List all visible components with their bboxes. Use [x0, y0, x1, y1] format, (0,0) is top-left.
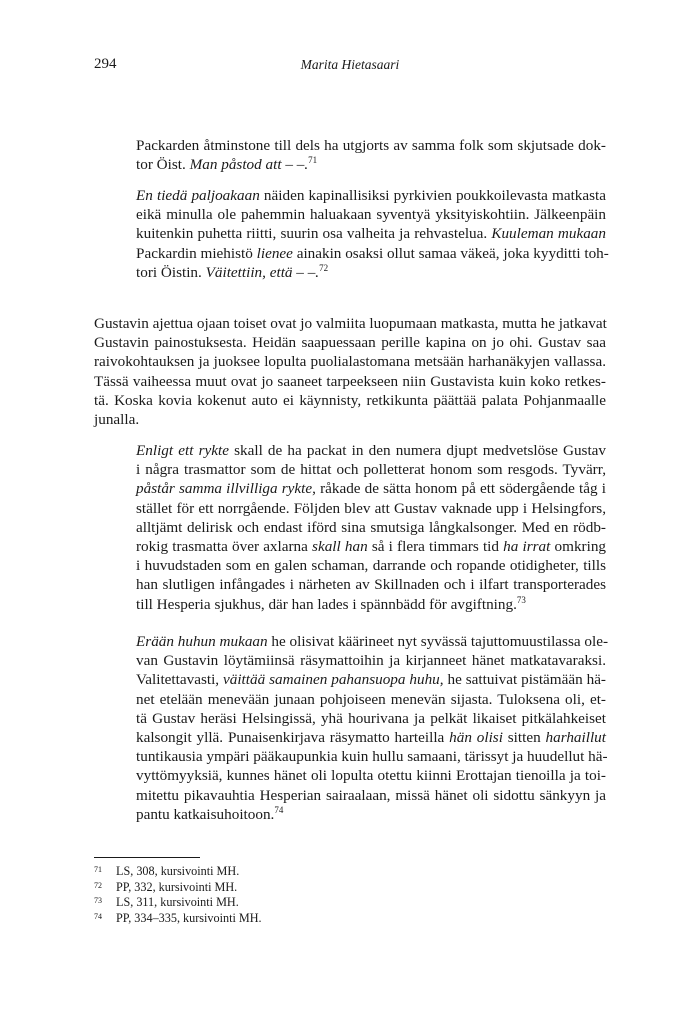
- footnote-text: LS, 308, kursivointi MH.: [116, 864, 240, 878]
- text-run: så i flera timmars tid: [367, 538, 504, 556]
- italic-text: hän olisi: [449, 729, 503, 747]
- text-run: sitten: [502, 729, 546, 747]
- page-header: [94, 56, 606, 76]
- footnote-number: 74: [94, 911, 102, 921]
- italic-text: En tiedä paljoakaan: [136, 187, 260, 204]
- text-run: pantu katkaisuhoitoon.: [136, 805, 275, 823]
- text-run: Gustavin painostuksesta. Heidän saapuessaan perille kapina on jo ohi. Gustav saa: [94, 334, 606, 352]
- quote-block: [136, 136, 606, 174]
- italic-text: Erään huhun mukaan: [136, 633, 268, 650]
- text-run: stället för ett norrgående. Följden blev att Gustav vaknade upp i Helsingfors,: [136, 499, 606, 517]
- text-run: tuntikausia ympäri pääkaupunkia kuin hullu samaani, tärissyt ja huudellut hä-: [136, 748, 608, 766]
- text-run: i huvudstaden som en galen schaman, darrande och ropande otidigheter, tills: [136, 557, 606, 575]
- text-run: i några trasmattor som de hittat och polletterat honom som resgods. Tyvärr,: [136, 461, 606, 479]
- text-run: tori Öistin.: [136, 263, 206, 281]
- text-line: [136, 499, 606, 518]
- text-line: [136, 651, 606, 670]
- text-run: net etelään menevään junaan pohjoiseen menevän sijasta. Tuloksena oli, et-: [136, 690, 606, 708]
- text-line: [136, 479, 606, 498]
- text-run: van Gustavin löytämiinsä räsymattoihin ja kirjanneet hänet matkatavaraksi.: [136, 652, 606, 670]
- text-line: [136, 244, 609, 263]
- text-run: Packardin miehistö: [136, 244, 257, 262]
- footnote-number: 72: [94, 880, 102, 890]
- text-line: [94, 391, 606, 410]
- text-run: tor Öist.: [136, 156, 190, 174]
- text-line: [94, 333, 606, 352]
- text-run: Gustavin ajettua ojaan toiset ovat jo valmiita luopumaan matkasta, mutta he jatkavat: [94, 315, 607, 332]
- footnote: [94, 880, 494, 896]
- text-run: alltjämt delirisk och endast iförd sina smutsiga långkalsonger. Med en rödb-: [136, 518, 606, 536]
- text-line: [136, 205, 606, 224]
- text-line: [136, 747, 606, 766]
- italic-text: ha irrat: [503, 538, 551, 556]
- text-line: [136, 518, 606, 537]
- text-run: näiden kapinallisiksi pyrkivien poukkoilevasta matkasta: [259, 187, 606, 204]
- text-line: [136, 441, 606, 460]
- text-run: tä Gustav heräsi Helsingissä, yhä hourivana ja pelkät likaiset pitkälahkeiset: [136, 709, 606, 727]
- text-run: vyttömyyksiä, kunnes hänet oli lopulta otettu kiinni Erottajan tienoilla ja toi-: [136, 767, 606, 785]
- text-run: omkring: [550, 538, 607, 556]
- text-line: [136, 595, 606, 614]
- footnote-ref: 73: [516, 594, 526, 605]
- text-line: [94, 410, 606, 429]
- text-run: mitettu pikavauhtia Hesperian sairaalaan, missä hänet oli sidottu sänkyyn ja: [136, 786, 606, 804]
- footnote-number: 71: [94, 865, 102, 874]
- text-run: rokig trasmatta över axlarna: [136, 538, 313, 556]
- quote-block: [136, 441, 606, 614]
- text-run: Valitettavasti,: [136, 671, 223, 689]
- text-line: [136, 224, 606, 243]
- text-run: kalsongit yllä. Punaisenkirjava räsymatto harteilla: [136, 729, 450, 747]
- footnote-ref: 72: [319, 262, 329, 273]
- text-run: raivokohtauksen ja juoksee lopulta puolialastomana metsään harhanäkyjen vallassa.: [94, 353, 606, 371]
- text-line: [136, 786, 606, 805]
- italic-text: Kuuleman mukaan: [491, 225, 606, 243]
- footnote-ref: 74: [274, 804, 284, 815]
- text-run: han slutligen infångades i närheten av Skillnaden och i ilfart transporterades: [136, 576, 606, 594]
- italic-text: Väitettiin, että – –.: [205, 263, 320, 281]
- italic-text: harhaillut: [545, 729, 606, 747]
- body-paragraph: [94, 314, 606, 429]
- footnote-text: LS, 311, kursivointi MH.: [116, 895, 239, 910]
- text-line: [94, 314, 606, 333]
- text-run: tä. Koska kovia kokenut auto ei käynnisty, retkikunta päättää palata Pohjanmaalle: [94, 391, 606, 409]
- footnotes: [94, 864, 494, 926]
- footnote: [94, 895, 494, 911]
- text-run: he olisivat käärineet nyt syvässä tajuttomuustilassa ole-: [267, 633, 609, 650]
- text-line: [136, 537, 606, 556]
- text-run: eikä minulla ole pahemmin haluakaan syventyä yksityiskohtiin. Jälkeenpäin: [136, 206, 606, 224]
- italic-text: Man påstod att – –.: [189, 156, 309, 174]
- text-line: [94, 372, 606, 391]
- italic-text: Enligt ett rykte: [136, 442, 229, 459]
- text-line: [136, 690, 606, 709]
- text-line: [94, 352, 606, 371]
- text-line: [136, 460, 606, 479]
- text-line: [136, 155, 606, 174]
- text-run: kuitenkin puhetta riitti, suurin osa valheita ja rehvastelua.: [136, 225, 492, 243]
- text-line: [136, 556, 606, 575]
- footnote-text: PP, 332, kursivointi MH.: [116, 879, 238, 894]
- text-line: [136, 709, 606, 728]
- text-line: [136, 186, 606, 205]
- text-line: [136, 670, 606, 689]
- footnote-number: 73: [94, 896, 102, 906]
- text-line: [136, 728, 606, 747]
- page-number: 294: [94, 56, 117, 72]
- footnote: [94, 911, 494, 927]
- text-line: [136, 136, 606, 155]
- footnote-rule: [94, 857, 200, 858]
- quote-block: [136, 632, 609, 824]
- text-run: he sattuivat pistämään hä-: [443, 671, 606, 689]
- text-run: junalla.: [94, 411, 140, 429]
- italic-text: skall han: [312, 538, 368, 556]
- footnote-ref: 71: [308, 155, 318, 166]
- footnote: [94, 864, 494, 880]
- text-line: [136, 632, 609, 651]
- italic-text: väittää samainen pahansuopa huhu,: [223, 671, 444, 689]
- running-head: Marita Hietasaari: [300, 57, 400, 72]
- italic-text: lienee: [256, 244, 293, 262]
- text-line: [136, 575, 606, 594]
- quote-block: [136, 186, 609, 282]
- text-run: Tässä vaiheessa muut ovat jo saaneet tarpeekseen niin Gustavista kuin koko retkes-: [94, 372, 606, 390]
- text-run: till Hesperia sjukhus, där han lades i spännbädd för avgiftning.: [136, 595, 517, 613]
- text-line: [136, 263, 606, 282]
- text-run: ainakin osaksi ollut samaa väkeä, joka kyyditti toh-: [292, 244, 609, 262]
- italic-text: påstår samma illvilliga rykte: [136, 480, 313, 498]
- text-line: [136, 805, 606, 824]
- footnote-text: PP, 334–335, kursivointi MH.: [116, 910, 262, 925]
- text-run: Packarden åtminstone till dels ha utgjorts av samma folk som skjutsade dok-: [136, 137, 606, 154]
- text-line: [136, 766, 606, 785]
- text-run: skall de ha packat in den numera djupt medvetslöse Gustav: [228, 442, 607, 459]
- text-run: , råkade de sätta honom på ett södergående tåg i: [312, 480, 606, 498]
